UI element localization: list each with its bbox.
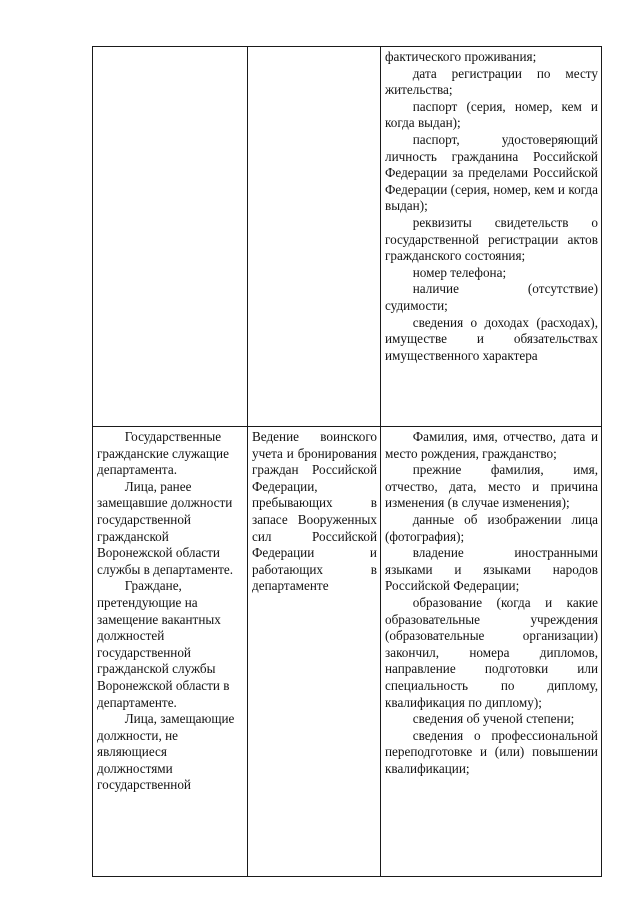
subject-category: Лица, замещающие должности, не являющиеся должностями государственной bbox=[97, 711, 235, 793]
list-item: дата регистрации по месту жительства; bbox=[385, 65, 598, 98]
list-item: Фамилия, имя, отчество, дата и место рождения, гражданство; bbox=[385, 429, 598, 461]
data-list-cell bbox=[381, 47, 602, 427]
list-item: владение иностранными языками и языками народов Российской Федерации; bbox=[385, 545, 598, 594]
subject-category: Граждане, претендующие на замещение вакантных должностей государственной гражданской службы Воронежской области в департаменте. bbox=[97, 578, 230, 710]
data-table bbox=[92, 46, 602, 877]
table-row bbox=[93, 47, 602, 427]
list-item: образование (когда и какие образовательные учреждения (образовательные организации) закончил, номера дипломов, направление подготовки или специальность по диплому, квалификация по диплому); bbox=[385, 594, 598, 710]
list-item: сведения о доходах (расходах), имуществе и обязательствах имущественного характера bbox=[385, 314, 598, 363]
list-item: сведения о профессиональной переподготовке и (или) повышении квалификации; bbox=[385, 727, 598, 776]
list-item: фактического проживания; bbox=[385, 49, 537, 64]
table-row bbox=[93, 427, 602, 877]
list-item: данные об изображении лица (фотография); bbox=[385, 511, 598, 544]
list-item: прежние фамилия, имя, отчество, дата, место и причина изменения (в случае изменения); bbox=[385, 462, 598, 511]
list-item: паспорт, удостоверяющий личность гражданина Российской Федерации за пределами Российской Федерации (серия, номер, кем и когда выдан); bbox=[385, 131, 598, 214]
data-list-cell bbox=[381, 427, 602, 877]
subject-category: Лица, ранее замещавшие должности государственной гражданской Воронежской области службы в департаменте. bbox=[97, 478, 234, 577]
purpose-cell bbox=[248, 427, 381, 877]
list-item: паспорт (серия, номер, кем и когда выдан); bbox=[385, 98, 598, 131]
subject-category: Государственные гражданские служащие департамента. bbox=[97, 429, 229, 478]
subjects-cell bbox=[93, 427, 248, 877]
purpose-text: Ведение воинского учета и бронирования граждан Российской Федерации, пребывающих в запасе Вооруженных сил Российской Федерации и работающих в департаменте bbox=[252, 429, 377, 594]
list-item: сведения об ученой степени; bbox=[412, 711, 575, 727]
list-item: реквизиты свидетельств о государственной регистрации актов гражданского состояния; bbox=[385, 214, 598, 264]
list-item: наличие (отсутствие) судимости; bbox=[385, 281, 598, 313]
purpose-cell bbox=[248, 47, 381, 427]
subjects-cell bbox=[93, 47, 248, 427]
list-item: номер телефона; bbox=[412, 264, 507, 280]
